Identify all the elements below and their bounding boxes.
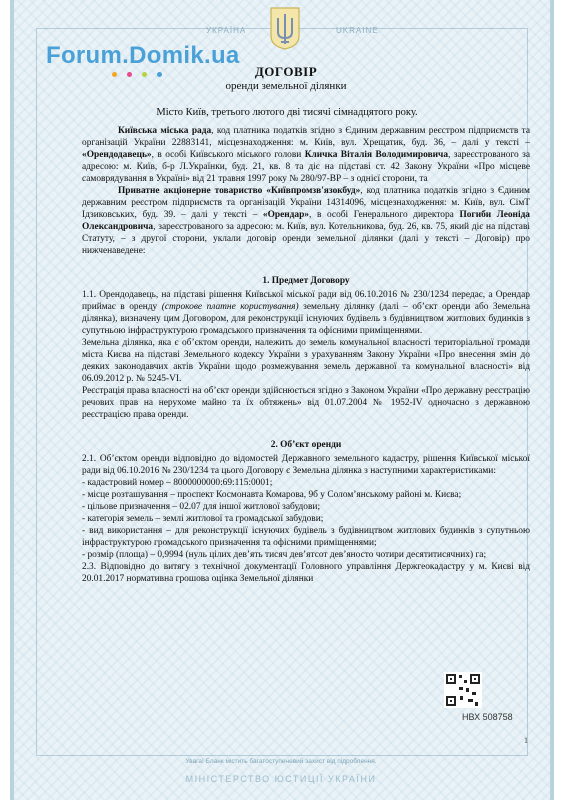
- land-characteristic: - цільове призначення – 02.07 для іншої житлової забудови;: [82, 502, 321, 512]
- land-characteristic: - категорія земель – землі житлової та громадської забудови;: [82, 514, 324, 524]
- clause-2-1: 2.1. Об’єктом оренди відповідно до відомостей Державного земельного кадастру, рішення Київської міської ради від 06.10.2016 № 230/1234 та цього Договору є Земельна ділянка з наступними характеристиками:: [82, 454, 530, 476]
- lessor-role: «Орендодавець»: [82, 150, 152, 160]
- land-characteristic: - розмір (площа) – 0,9994 (нуль цілих дев’ять тисяч дев’ятсот дев’яносто чотири десятитисячних) га;: [82, 550, 487, 560]
- security-notice: Увага! Бланк містить багатоступеневий захист від підроблення.: [185, 758, 377, 765]
- lessee-role: «Орендар»: [262, 210, 309, 220]
- qr-code-icon: [444, 672, 482, 708]
- document-title: ДОГОВІР: [254, 64, 318, 79]
- clause-1-1-ownership: Земельна ділянка, яка є об’єктом оренди, належить до земель комунальної власності територіальної громади міста Києва на підставі Земельного кодексу України з урахуванням Закону України «Про внесення змін до деяких законодавчих актів України щодо розмежування земель державної та комунальної власності» від 06.09.2012 р. № 5245-VI.: [82, 338, 530, 384]
- clause-1-1-registration: Реєстрація права власності на об’єкт оренди здійснюється згідно з Законом України «Про державну реєстрацію речових прав на нерухоме майно та їх обтяжень» від 01.07.2004 № 1952-IV одночасно з державною реєстрацією права оренди.: [82, 386, 530, 420]
- document-subtitle: оренди земельної ділянки: [225, 80, 347, 92]
- clause-2-3: 2.3. Відповідно до витягу з технічної документації Головного управління Держгеокадастру у м. Києві від 20.01.2017 нормативна грошова оцінка Земельної ділянки: [82, 562, 530, 584]
- emblem-label-en: UKRAINE: [336, 26, 379, 35]
- forum-watermark: Forum.Domik.ua: [46, 42, 240, 69]
- ministry-footer: МІНІСТЕРСТВО ЮСТИЦІЇ УКРАЇНИ: [185, 774, 377, 784]
- place-and-date: Місто Київ, третього лютого дві тисячі сімнадцятого року.: [156, 107, 418, 118]
- section-1-heading: 1. Предмет Договору: [262, 276, 350, 286]
- lessee-representative: Погиби Леоніда Олександровича: [82, 210, 530, 232]
- clause-1-1: 1.1. Орендодавець, на підставі рішення Київської міської ради від 06.10.2016 № 230/1234 передає, а Орендар приймає в оренду (строкове платне користування) земельну ділянку (далі – об’єкт оренди або Земельна ділянка), визначену цим Договором, для реконструкції існуючих будівель з будівництвом житлових будинків з супутньою інфраструктурою громадського призначення та офісними приміщеннями.: [82, 290, 531, 336]
- party-lessor-paragraph: Київська міська рада, код платника податків згідно з Єдиним державним реєстром підприємств та організацій України 22883141, місцезнаходження: м. Київ, вул. Хрещатик, буд. 36, – далі у тексті – «Орендодавець», в особі Київського міського голови Кличка Віталія Володимировича, зареєстрованого за адресою: м. Київ, б-р Л.Українки, буд. 21, кв. 8 та діє на підставі ст. 42 Закону України «Про місцеве самоврядування в Україні» від 21 травня 1997 року № 280/97-ВР – з однієї сторони, та: [82, 126, 530, 184]
- trident-icon: [268, 6, 302, 50]
- section-2-heading: 2. Об’єкт оренди: [270, 440, 342, 450]
- party-lessee-paragraph: Приватне акціонерне товариство «Київпромзв'язокбуд», код платника податків згідно з Єдиним державним реєстром підприємств та організацій України 14314096, місцезнаходження: м. Київ, вул. СімТ Ідзиковських, буд. 39. – далі у тексті – «Орендар», в особі Генерального директора Погиби Леоніда Олександровича, зареєстрованого за адресою: м. Київ, вул. Котельникова, буд. 26, кв. 75, який діє на підставі Статуту, – з другої сторони, уклали договір оренди земельної ділянки (далі у тексті – Договір) про нижченаведене:: [82, 186, 530, 256]
- contract-body: [82, 125, 530, 585]
- blank-serial-number: НВХ 508758: [462, 712, 513, 722]
- land-characteristic: - вид використання – для реконструкції існуючих будівель з будівництвом житлових будинків з супутньою інфраструктурою громадського призначення та офісними приміщеннями;: [82, 526, 530, 548]
- land-characteristic: - місце розташування – проспект Космонавта Комарова, 9б у Солом’янському районі м. Києва;: [82, 490, 462, 500]
- emblem-label-ua: УКРАЇНА: [206, 26, 247, 35]
- page-number: 1: [524, 736, 528, 745]
- land-characteristic: - кадастровий номер – 8000000000:69:115:0001;: [82, 478, 273, 488]
- lessor-representative: Кличка Віталія Володимировича: [304, 150, 449, 160]
- lessor-name: Київська міська рада: [118, 126, 212, 136]
- lessee-name: Приватне акціонерне товариство «Київпромзв'язокбуд»: [118, 186, 361, 196]
